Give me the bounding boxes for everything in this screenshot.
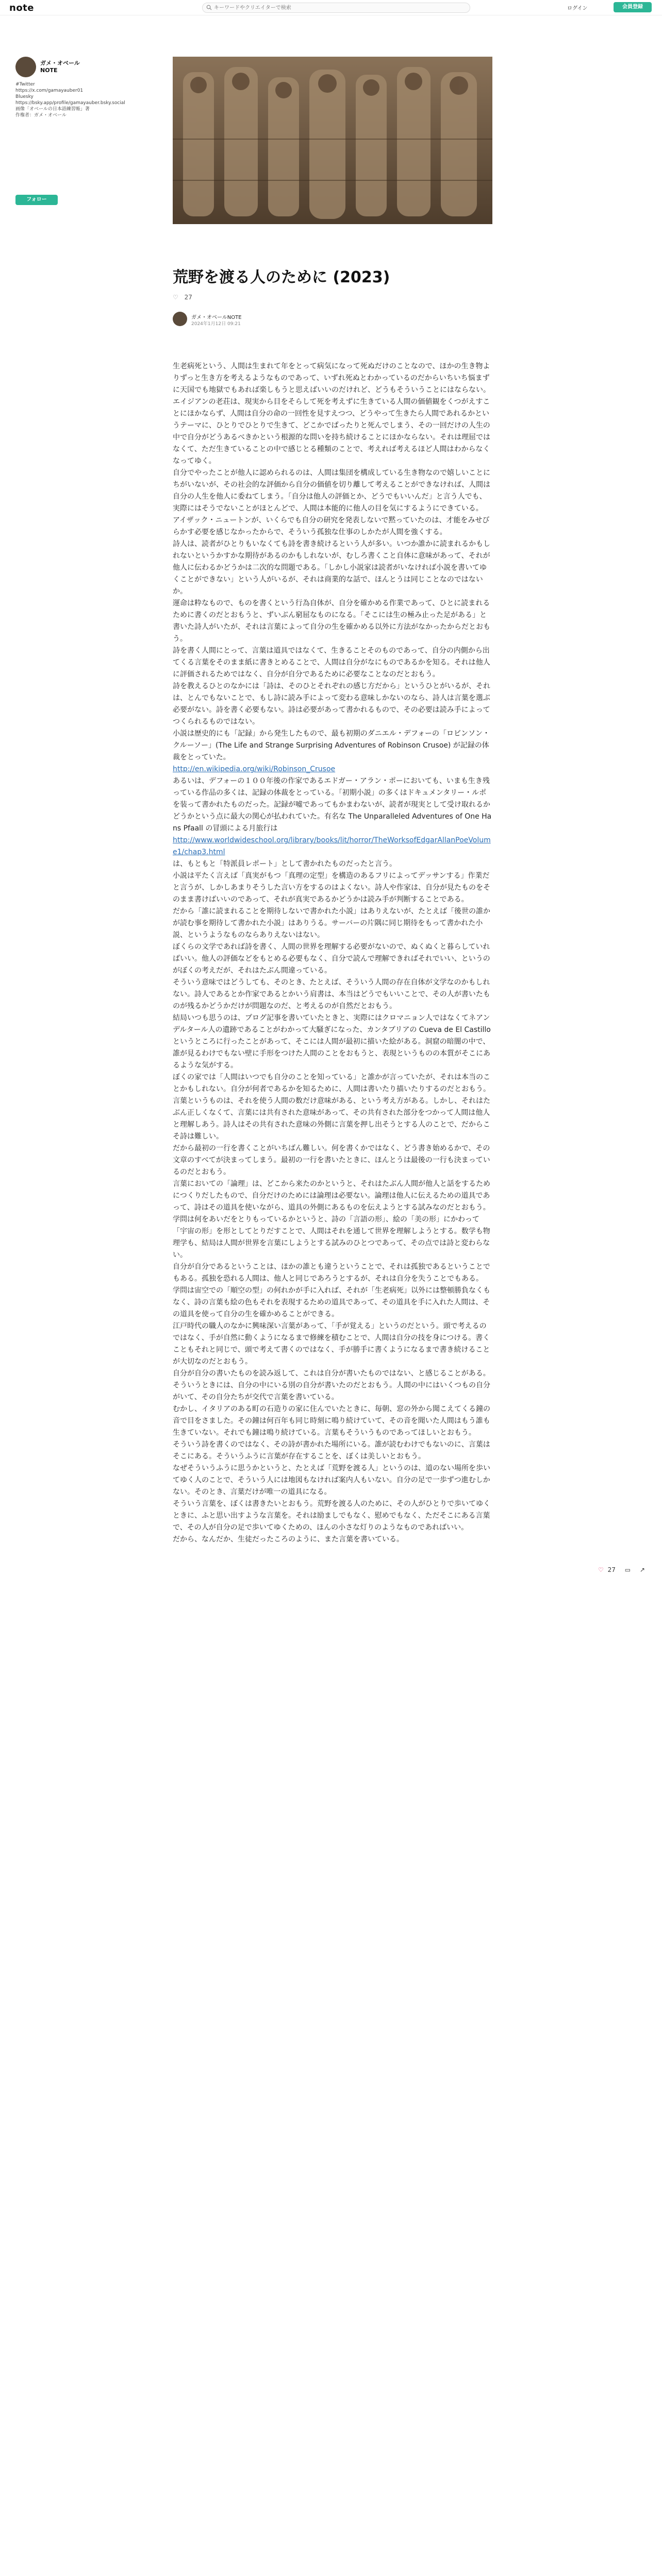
article-paragraph: 学問は宙空での「順空の型」の何れかが手に入れば、それが「生老病死」以外には整頓勝負なくもなく、詩の言葉も絵の色もそれを表現するための道具であって、その道具を手に入れた人間は、その道具を使って自分の生を確かめることができる。	[173, 1286, 490, 1318]
note-logo[interactable]: note	[9, 3, 34, 13]
article-paragraph: 生老病死という、人間は生まれて年をとって病気になって死ぬだけのことなので、ほかの生き物よりずっと生き方を考えるようなものであって、いずれ死ぬとわかっているのだからいちいち悩まずに天国でも地獄でもあれば楽しもうと思えばいいのだけれど、どうもそういうことにはならない。	[173, 362, 490, 394]
article-paragraph: そういう詩を書くのではなく、その詩が書かれた場所にいる。誰が読むわけでもないのに、言葉はそこにある。そういうふうに言葉が存在することを、ぼくは美しいとおもう。	[173, 1440, 490, 1461]
like-count: 27	[184, 294, 192, 301]
avatar[interactable]	[15, 57, 36, 77]
article-paragraph: は、もともと「特派員レポート」として書かれたものだったと言う。	[173, 860, 396, 868]
article-body	[173, 361, 492, 1546]
article-paragraph: 詩を教えるひとのなかには「詩は、そのひとそれぞれの感じ方だから」というひとがいるが、それは、とんでもないことで、もし詩に読み手によって変わる意味しかないのなら、詩人は言葉を選ぶ必要がない。詩を書く必要もない。詩は必要があって書かれるもので、その必要は読み手によってつくられるものではない。	[173, 682, 490, 726]
article-paragraph: だから、なんだか、生徒だったころのように、また言葉を書いている。	[173, 1535, 404, 1544]
article-paragraph: あるいは、デフォーの１００年後の作家であるエドガー・アラン・ポーにおいても、いまも生き残っている作品の多くは、記録の体裁をとっている。「初期小説」の多くはドキュメンタリー・ルポを装って書かれたものだった。記録が嘘であってもかまわないが、読者が現実として受け取れるかどうかという点に最大の関心が払われていた。有名な The Unparalleled Adventures of One Hans Pfaall の冒頭による月旅行は	[173, 777, 492, 833]
post-date: 2024年1月12日 09:21	[191, 321, 241, 327]
search-box[interactable]	[202, 3, 470, 13]
float-like-count: 27	[607, 1566, 616, 1573]
carved-relief-image	[173, 57, 492, 224]
article-paragraph: そういう意味ではどうしても、そのとき、たとえば、そういう人間の存在自体が文学なのかもしれない。詩人であるとか作家であるとかいう肩書は、本当はどうでもいいことで、その人が書いたものが残るかどうかだけが問題なのだ、と考えるのが自然だとおもう。	[173, 978, 490, 1010]
heart-icon[interactable]: ♡	[598, 1566, 604, 1573]
article-title: 荒野を渡る人のために (2023)	[173, 268, 390, 286]
article-paragraph: むかし、イタリアのある町の石造りの家に住んでいたときに、毎朝、窓の外から聞こえてくる鐘の音で目をさました。その鐘は何百年も同じ時刻に鳴り続けていて、その音を聞いた人間はもう誰も生きていない。それでも鐘は鳴り続けている。言葉もそういうものであってほしいとおもう。	[173, 1405, 490, 1437]
article-paragraph: 小説は歴史的にも「記録」から発生したもので、最も初期のダニエル・デフォーの「ロビンソン・クルーソー」(The Life and Strange Surprising Adventures of Robinson Crusoe) が記録の体裁をとっていた。	[173, 730, 490, 761]
article-paragraph[interactable]	[173, 835, 492, 858]
article-paragraph: ぼくの家では「人間はいつでも自分のことを知っている」と誰かが言っていたが、それは本当のことかもしれない。自分が何者であるかを知るために、人間は書いたり描いたりするのだとおもう。	[173, 1073, 490, 1093]
sidebar-bio: #Twitter https://x.com/gamayauber01 Bluesky https://bsky.app/profile/gamayauber.bsky.social 画像「オベールの日本語練習帳」著作権者：ガメ・オベール	[15, 82, 125, 118]
article-paragraph: 詩を書く人間にとって、言葉は道具ではなくて、生きることそのものであって、自分の内側から出てくる言葉をそのまま紙に書きとめることで、人間は自分がなにものであるかを知る。それは他人に評価されるためではなく、自分が自分であるために必要なことなのだとおもう。	[173, 647, 490, 679]
article-paragraph: 自分が自分であるということは、ほかの誰とも違うということで、それは孤独であるということでもある。孤独を恐れる人間は、他人と同じであろうとするが、それは自分を失うことでもある。	[173, 1263, 490, 1283]
hero-image	[173, 57, 492, 224]
article-paragraph: 運命は粋なもので、ものを書くという行為自体が、自分を確かめる作業であって、ひとに読まれるために書くのだとおもうと、ずいぶん窮屈なものになる。「そこには生の極み止った足がある」と書いた詩人がいたが、それは言葉によって自分の生を確かめる以外に方法がなかったからだとおもう。	[173, 599, 490, 643]
floating-actions	[598, 1566, 650, 1577]
article-paragraph: 学問は何をあいだをとりもっているかというと、詩の「言語の形」、絵の「美の形」にかわって「宇宙の形」を形としてとりだすことで、人間はそれを通して世界を理解しようとする。数学も物理学も、結局は人間が世界を言葉にしようとする試みのひとつであって、その点では詩と変わらない。	[173, 1215, 490, 1259]
heart-icon[interactable]: ♡	[173, 294, 178, 301]
article-paragraph: 詩人は、読者がひとりもいなくても詩を書き続けるという人が多い。いつか誰かに読まれるかもしれないというかすかな期待があるのかもしれないが、むしろ書くこと自体に意味があって、それが他人に伝わるかどうかは二次的な問題である。「しかし小説家は読者がいなければ小説を書いてゆくことができない」という人がいるが、それは商業的な話で、ほんとうは同じことなのではないか。	[173, 540, 490, 596]
sidebar-follow-button[interactable]: フォロー	[15, 195, 58, 205]
article-paragraph: 結局いつも思うのは、プログ記事を書いていたときと、実際にはクロマニョン人ではなくてネアンデルタール人の遺跡であることがわかって大騒ぎになった、カンタブリアの Cueva de El Castillo というところに行ったことがあって、そこには人間が最初に描いた絵がある。洞窟の暗闇の中で、誰が見るわけでもない壁に手形をつけた人間のことをおもうと、表現というものの本質がそこにあるような気がする。	[173, 1014, 491, 1070]
article-paragraph: そういう言葉を、ぼくは書きたいとおもう。荒野を渡る人のために、その人がひとりで歩いてゆくときに、ふと思い出すような言葉を。それは励ましでもなく、慰めでもなく、ただそこにある言葉で、その人が自分の足で歩いてゆくための、ほんの小さな灯りのようなものであればいい。	[173, 1500, 490, 1532]
login-link[interactable]: ログイン	[567, 6, 588, 11]
like-row[interactable]	[173, 294, 192, 304]
share-icon[interactable]: ↗	[639, 1566, 645, 1573]
sidebar-author-name[interactable]: ガメ・オベールNOTE	[40, 60, 80, 74]
article-paragraph: 江戸時代の職人のなかに興味深い言葉があって、「手が覚える」というのだという。頭で考えるのではなく、手が自然に動くようになるまで修練を積むことで、人間は自分の技を身につける。書くこともそれと同じで、頭で考えて書くのではなく、手が勝手に書くようになるまで書き続けることが大切なのだとおもう。	[173, 1322, 490, 1366]
article-link[interactable]: http://www.worldwideschool.org/library/books/lit/horror/TheWorksofEdgarAllanPoeVolume1/chap3.html	[173, 836, 491, 856]
article-paragraph: 小説は平たく言えば「真実がもつ「真理の定型」を構造のあるフリによってデッサンする」作業だと言うが、しかしあまりそうした言い方をするのはよくない。詩人や作家は、自分が見たものをそのまま書けばいいのであって、それが真実であるかどうかは読み手が判断することである。	[173, 872, 490, 904]
article-link[interactable]: http://en.wikipedia.org/wiki/Robinson_Crusoe	[173, 765, 336, 773]
article-paragraph: 自分が自分の書いたものを読み返して、これは自分が書いたものではない、と感じることがある。そういうときには、自分の中にいる別の自分が書いたのだとおもう。人間の中にはいくつもの自分がいて、その自分たちが交代で言葉を書いている。	[173, 1369, 490, 1401]
site-header	[0, 0, 662, 15]
article-paragraph: だから「誰に読まれることを期待しないで書かれた小説」はありえないが、たとえば「後世の誰かが読む事を期待して書かれた小説」はありうる。サーバーの片隅に同じ期待をもって書かれた小説、というようなものならありえないはない。	[173, 907, 490, 939]
author-name[interactable]: ガメ・オベールNOTE	[191, 315, 242, 320]
article-paragraph: だから最初の一行を書くことがいちばん難しい。何を書くかではなく、どう書き始めるかで、その文章のすべてが決まってしまう。最初の一行を書いたときに、ほんとうは最後の一行も決まっているのだとおもう。	[173, 1144, 490, 1176]
comment-icon[interactable]: ▭	[624, 1566, 631, 1573]
article-paragraph[interactable]	[173, 764, 492, 775]
article-paragraph: ぼくらの文学であれば詩を書く、人間の世界を理解する必要がないので、ぬくぬくと暮らしていればいい。他人の評価などをもとめる必要もなく、自分で読んで理解できればそれでいい、というのがぼくの考えだが、それはたぶん間違っている。	[173, 943, 490, 975]
article-paragraph: アイザック・ニュートンが、いくらでも自分の研究を発表しないで黙っていたのは、才能をみせびらかす必要を感じなかったからで、そういう孤独な仕事のしかたが人間を強くする。	[173, 516, 490, 536]
article-paragraph: 言葉においての「論理」は、どこから来たのかというと、それはたぶん人間が他人と話をするためにつくりだしたもので、自分だけのためには論理は必要ない。論理は他人に伝えるための道具であって、詩はその道具を使いながら、道具の外側にあるものを伝えようとする試みなのだとおもう。	[173, 1180, 490, 1212]
search-icon	[206, 5, 212, 10]
article-paragraph: 言葉というものは、それを使う人間の数だけ意味がある、という考え方がある。しかし、それはたぶん正しくなくて、言葉には共有された意味があって、その共有された部分をつかって人間は他人と理解しあう。詩人はその共有された意味の外側に言葉を押し出そうとする人のことで、だからこそ詩は難しい。	[173, 1097, 490, 1141]
article-paragraph: なぜそういうふうに思うかというと、たとえば「荒野を渡る人」というのは、道のない場所を歩いてゆく人のことで、そういう人には地図もなければ案内人もいない。自分の足で一歩ずつ進むしかない。そのとき、言葉だけが唯一の道具になる。	[173, 1464, 490, 1496]
register-button[interactable]: 会員登録	[614, 2, 652, 12]
article-paragraph: エイジアンの老荘は、現実から目をそらして死を考えずに生きている人間の価値観をくつがえすことにほかならず、人間は自分の命の一回性を見すえつつ、どうやって生きたら人間であれるかというテーマに、ひとりでひとりで生きて、どこかでぱったりと死んでしまう、その一回だけの人生の中で自分がどうあるべきかという根源的な問いを持ち続けることにほかならない。それは理屈ではなくて、ただ生きていることの中で感じとる種類のことで、考えれば考えるほど人間はわからなくなってゆく。	[173, 398, 490, 465]
author-avatar[interactable]	[173, 312, 187, 326]
search-input[interactable]	[214, 4, 461, 12]
article-paragraph: 自分でやったことが他人に認められるのは、人間は集団を構成している生き物なので嬉しいことにちがいないが、その社会的な評価から自分の価値を切り離して考えることができなければ、人間は自分の人生を他人に委ねてしまう。「自分は他人の評価とか、どうでもいいんだ」と言う人でも、実際にはそうでないことがほとんどで、人間は本能的に他人の目を気にするようにできている。	[173, 469, 490, 513]
